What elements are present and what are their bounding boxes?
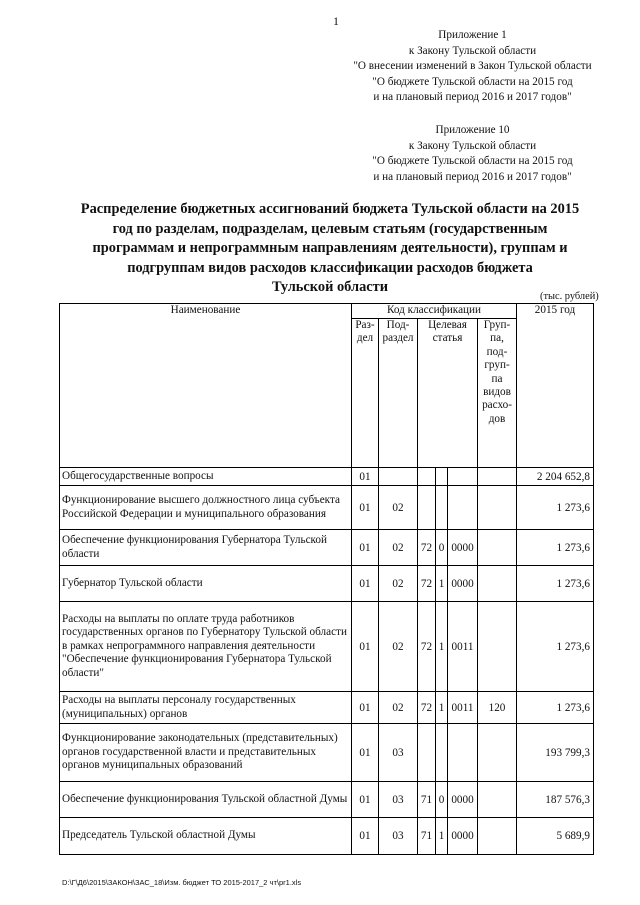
row-target-direction: 0000 [448,782,478,818]
row-target-subprogram: 1 [436,566,448,602]
header-section: Раз- дел [352,319,379,468]
table-row [60,530,594,566]
row-target-program: 72 [418,566,436,602]
row-amount: 1 273,6 [517,486,594,530]
row-target-subprogram: 1 [436,818,448,855]
row-target-program: 72 [418,692,436,724]
row-section: 01 [352,724,379,782]
appendix-1-line: и на плановый период 2016 и 2017 годов" [373,91,572,104]
title-line: Тульской области [271,279,389,296]
row-target-direction [448,486,478,530]
row-target-program [418,486,436,530]
row-target-subprogram: 0 [436,782,448,818]
header-year: 2015 год [517,304,594,468]
row-target-program: 72 [418,530,436,566]
row-expense-group [478,468,517,486]
row-subsection: 03 [379,724,418,782]
row-name: Общегосударственные вопросы [60,468,352,486]
row-subsection: 02 [379,602,418,692]
row-name: Функционирование высшего должностного лица субъекта Российской Федерации и муниципального образования [60,486,352,530]
row-target-direction: 0000 [448,530,478,566]
budget-table [59,303,594,855]
row-name: Губернатор Тульской области [60,566,352,602]
row-subsection: 02 [379,530,418,566]
row-target-program [418,468,436,486]
row-expense-group [478,602,517,692]
units-label: (тыс. рублей) [540,291,599,302]
table-row [60,692,594,724]
row-section: 01 [352,818,379,855]
row-target-program: 72 [418,602,436,692]
row-expense-group: 120 [478,692,517,724]
title-line: программам и непрограммным направлениям деятельности), группам и [92,240,568,257]
table-row [60,818,594,855]
row-name: Обеспечение функционирования Тульской областной Думы [60,782,352,818]
title-line: год по разделам, подразделам, целевым статьям (государственным [112,220,548,237]
appendix-10-line: и на плановый период 2016 и 2017 годов" [373,170,572,183]
row-section: 01 [352,486,379,530]
row-target-subprogram: 0 [436,530,448,566]
row-target-subprogram [436,468,448,486]
row-target-direction: 0000 [448,566,478,602]
appendix-1-header [330,28,615,106]
row-expense-group [478,724,517,782]
row-expense-group [478,818,517,855]
row-target-direction [448,468,478,486]
row-target-subprogram [436,486,448,530]
row-subsection: 02 [379,486,418,530]
row-name: Расходы на выплаты персоналу государственных (муниципальных) органов [60,692,352,724]
row-target-direction [448,724,478,782]
table-row [60,602,594,692]
row-subsection: 02 [379,692,418,724]
row-section: 01 [352,566,379,602]
row-amount: 1 273,6 [517,530,594,566]
table-row [60,486,594,530]
row-subsection: 03 [379,818,418,855]
row-subsection: 02 [379,566,418,602]
row-name: Обеспечение функционирования Губернатора Тульской области [60,530,352,566]
row-section: 01 [352,530,379,566]
row-amount: 1 273,6 [517,692,594,724]
row-name: Председатель Тульской областной Думы [60,818,352,855]
page-number: 1 [333,14,339,28]
row-target-subprogram: 1 [436,692,448,724]
row-amount: 193 799,3 [517,724,594,782]
row-section: 01 [352,602,379,692]
row-target-program: 71 [418,782,436,818]
row-expense-group [478,530,517,566]
row-subsection [379,468,418,486]
row-target-subprogram [436,724,448,782]
table-row [60,782,594,818]
row-amount: 1 273,6 [517,602,594,692]
appendix-10-line: к Закону Тульской области [408,139,537,152]
table-row [60,468,594,486]
title-line: подгруппам видов расходов классификации расходов бюджета [127,259,533,276]
row-target-subprogram: 1 [436,602,448,692]
row-target-program: 71 [418,818,436,855]
row-name: Функционирование законодательных (представительных) органов государственной власти и представительных органов муниципальных образований [60,724,352,782]
row-expense-group [478,566,517,602]
row-amount: 2 204 652,8 [517,468,594,486]
row-section: 01 [352,692,379,724]
row-section: 01 [352,782,379,818]
document-title [40,200,620,298]
row-amount: 5 689,9 [517,818,594,855]
table-row [60,566,594,602]
row-section: 01 [352,468,379,486]
row-expense-group [478,782,517,818]
row-target-program [418,724,436,782]
title-line: Распределение бюджетных ассигнований бюджета Тульской области на 2015 [80,201,580,217]
appendix-1-line: "О бюджете Тульской области на 2015 год [372,75,573,88]
row-name: Расходы на выплаты по оплате труда работников государственных органов по Губернатору Тульской области в рамках непрограммного направления деятельности "Обеспечение функционирования Губернатора Тульской области" [60,602,352,692]
appendix-10-line: Приложение 10 [435,124,510,136]
header-code-group: Код классификации [352,304,517,319]
row-expense-group [478,486,517,530]
row-amount: 187 576,3 [517,782,594,818]
appendix-1-line: к Закону Тульской области [408,44,537,57]
table-row [60,724,594,782]
header-target: Целевая статья [418,319,478,468]
header-row [60,304,594,319]
appendix-10-header [330,123,615,185]
header-subsection: Под- раздел [379,319,418,468]
row-subsection: 03 [379,782,418,818]
header-name: Наименование [60,304,352,468]
appendix-1-line: Приложение 1 [438,29,507,41]
file-path-footer: D:\Г\Д6\2015\ЗАКОН\ЗАС_18\Изм. бюджет ТО 2015-2017_2 чт\pr1.xls [62,878,302,887]
row-target-direction: 0011 [448,692,478,724]
row-target-direction: 0000 [448,818,478,855]
row-target-direction: 0011 [448,602,478,692]
appendix-10-line: "О бюджете Тульской области на 2015 год [372,155,573,168]
header-group: Груп- па, под- груп- па видов расхо- дов [478,319,517,468]
appendix-1-line: "О внесении изменений в Закон Тульской области [353,60,592,73]
row-amount: 1 273,6 [517,566,594,602]
